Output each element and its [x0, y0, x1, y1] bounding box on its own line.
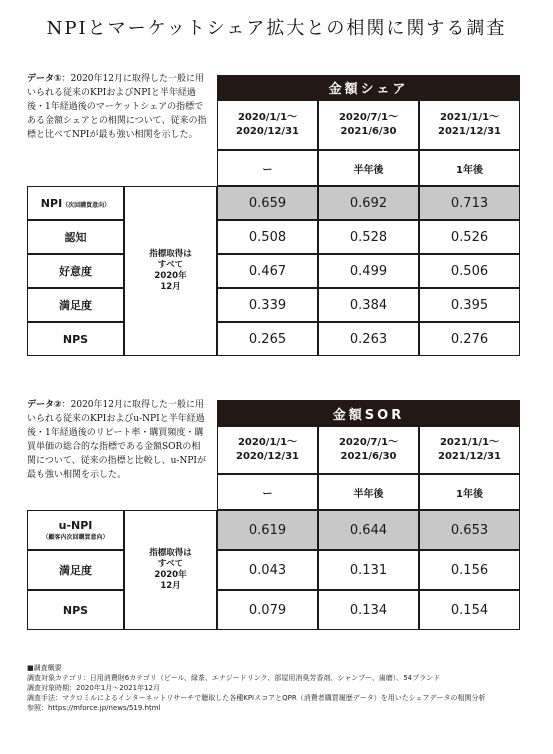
t1-row-label: 認知 [27, 220, 124, 254]
t2-cell: 0.619 [217, 510, 318, 550]
data1-label: データ① [27, 74, 62, 84]
data1-description [27, 72, 209, 142]
t1-period-3: 2021/1/1～ 2021/12/31 [419, 100, 520, 150]
t2-row-label: u-NPI （顧客内次回購買意向） [27, 510, 124, 550]
t1-header: 金額シェア [217, 75, 520, 100]
t1-row-label: 好意度 [27, 254, 124, 288]
footer-line: 調査対象カテゴリ：日用消費財6カテゴリ（ビール、緑茶、エナジードリンク、部屋用消臭芳香剤、シャンプー、歯磨）、54ブランド [27, 674, 441, 682]
t1-cell: 0.339 [217, 288, 318, 322]
t2-cell: 0.131 [318, 550, 419, 590]
t2-period-3: 2021/1/1～ 2021/12/31 [419, 426, 520, 474]
t2-sub-2: 半年後 [318, 474, 419, 510]
t1-sub-3: 1年後 [419, 150, 520, 186]
t1-cell: 0.506 [419, 254, 520, 288]
t2-period-1: 2020/1/1～ 2020/12/31 [217, 426, 318, 474]
t2-header: 金額SOR [217, 400, 520, 426]
data2-text: ：2020年12月に取得した一般に用いられる従来のKPIおよびu-NPIと半年経過後・1年経過後のリピート率・購買頻度・購買単価の総合的な指標である金額SORの相関について、従来の指標と比較し、u-NPIが最も強い相関を示した。 [27, 400, 206, 480]
t1-row-label: 満足度 [27, 288, 124, 322]
t1-cell: 0.713 [419, 186, 520, 220]
t1-cell: 0.276 [419, 322, 520, 356]
t2-row-label: NPS [27, 590, 124, 630]
t1-sub-2: 半年後 [318, 150, 419, 186]
footer-line: 調査手法：マクロミルによるインターネットリサーチで聴取した各種KPIスコアとQPR（消費者購買履歴データ）を用いたシェアデータの相関分析 [27, 694, 486, 702]
t1-row-label: NPS [27, 322, 124, 356]
t2-cell: 0.154 [419, 590, 520, 630]
data2-label: データ② [27, 400, 62, 410]
t1-cell: 0.384 [318, 288, 419, 322]
t1-period-2: 2020/7/1～ 2021/6/30 [318, 100, 419, 150]
t2-cell: 0.043 [217, 550, 318, 590]
data1-text: ：2020年12月に取得した一般に用いられる従来のKPIおよびNPIと半年経過後・1年経過後のマーケットシェアの指標である金額シェアとの相関について、従来の指標と比べてNPIが最も強い相関を示した。 [27, 74, 207, 140]
t2-row-label: 満足度 [27, 550, 124, 590]
t2-cell: 0.644 [318, 510, 419, 550]
t1-cell: 0.395 [419, 288, 520, 322]
page-title: NPIとマーケットシェア拡大との相関に関する調査 [46, 18, 507, 39]
t1-cell: 0.265 [217, 322, 318, 356]
t1-note: 指標取得は すべて 2020年 12月 [124, 186, 217, 356]
t1-cell: 0.263 [318, 322, 419, 356]
footer-reference: 参照：https://mforce.jp/news/519.html [27, 704, 161, 712]
t2-cell: 0.134 [318, 590, 419, 630]
t1-cell: 0.659 [217, 186, 318, 220]
t2-note: 指標取得は すべて 2020年 12月 [124, 510, 217, 630]
t1-row-label: NPI（次回購買意向） [27, 186, 124, 220]
t1-cell: 0.692 [318, 186, 419, 220]
t1-sub-1: ー [217, 150, 318, 186]
t1-cell: 0.508 [217, 220, 318, 254]
data2-description [27, 398, 209, 482]
t2-cell: 0.653 [419, 510, 520, 550]
t1-period-1: 2020/1/1～ 2020/12/31 [217, 100, 318, 150]
survey-overview [27, 663, 486, 713]
t1-cell: 0.526 [419, 220, 520, 254]
t1-cell: 0.499 [318, 254, 419, 288]
footer-line: 調査対象時期：2020年1月～2021年12月 [27, 684, 160, 692]
t2-sub-3: 1年後 [419, 474, 520, 510]
t2-period-2: 2020/7/1～ 2021/6/30 [318, 426, 419, 474]
t1-cell: 0.467 [217, 254, 318, 288]
footer-heading: ■調査概要 [27, 664, 62, 672]
t1-cell: 0.528 [318, 220, 419, 254]
t2-sub-1: ー [217, 474, 318, 510]
t2-cell: 0.156 [419, 550, 520, 590]
t2-cell: 0.079 [217, 590, 318, 630]
